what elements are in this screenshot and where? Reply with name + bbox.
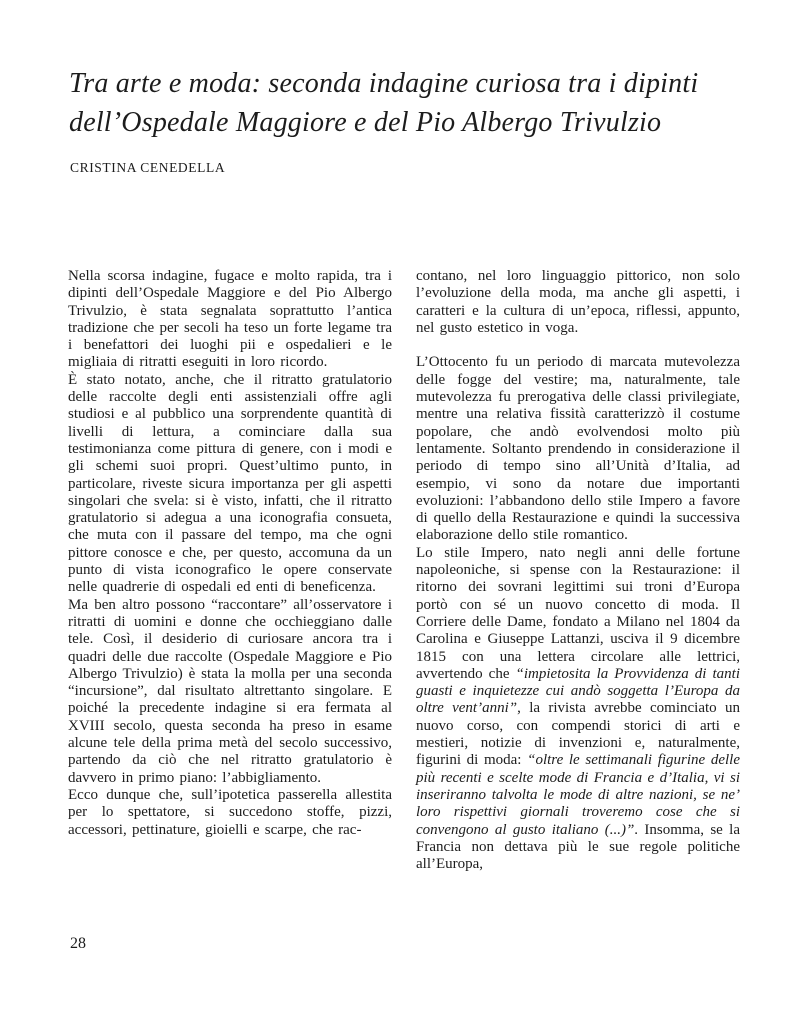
article-title: Tra arte e moda: seconda indagine curiosa tra i dipinti dell’Ospedale Maggiore e del Pio Albergo Trivulzio bbox=[69, 68, 699, 138]
body-text: Ma ben altro possono “raccontare” all’osservatore i ritratti di uomini e donne che occhieggiano dalle tele. Così, il desiderio di curiosare ancora tra i quadri delle due raccolte (Ospedale Maggiore e Pio Albergo Trivulzio) è stata la molla per una seconda “incursione”, dal risultato altrettanto singolare. E poiché la precedente indagine si era fermata al XVIII secolo, questa seconda ha preso in esame alcune tele della prima metà del secolo successivo, partendo da ciò che nel ritratto gratulatorio è davvero in primo piano: l’abbigliamento. bbox=[68, 596, 392, 786]
body-paragraph bbox=[416, 268, 740, 337]
body-text: È stato notato, anche, che il ritratto gratulatorio delle raccolte degli enti assistenziali offre agli studiosi e al pubblico una sorprendente quantità di livelli di lettura, a cominciare dalla sua testimonianza come pittura di genere, con i modi e gli schemi suoi propri. Quest’ultimo punto, in particolare, riveste sicura importanza per gli aspetti singolari che svela: si è visto, infatti, che il ritratto gratulatorio si adegua a una iconografia consueta, che muta con il passare del tempo, ma che ogni pittore conosce e che, per questo, accomuna da un punto di vista iconografico le opere conservate nelle quadrerie di ospedali ed enti di beneficenza. bbox=[68, 371, 392, 596]
page-number: 28 bbox=[70, 935, 86, 952]
body-text: Lo stile Impero, nato negli anni delle fortune napoleoniche, si spense con la Restaurazione: il ritorno dei sovrani legittimi sui troni d’Europa portò con sé un nuovo concetto di moda. Il Corriere delle Dame, fondato a Milano nel 1804 da Carolina e Giuseppe Lattanzi, usciva il 9 dicembre 1815 con una lettera circolare alle lettrici, avvertendo che bbox=[416, 544, 740, 682]
body-text: contano, nel loro linguaggio pittorico, non solo l’evoluzione della moda, ma anche gli aspetti, i caratteri e la cultura di un’epoca, riflessi, appunto, nel gusto estetico in voga. bbox=[416, 268, 740, 336]
body-text: , la rivista avrebbe cominciato un nuovo corso, con compendi storici di arti e mestieri, notizie di invenzioni e, naturalmente, figurini di moda: bbox=[416, 700, 740, 769]
body-paragraph bbox=[68, 787, 392, 839]
right-column bbox=[416, 268, 740, 873]
body-text: . Insomma, se la Francia non dettava più le sue regole politiche all’Europa, bbox=[416, 821, 740, 873]
body-text: Nella scorsa indagine, fugace e molto rapida, tra i dipinti dell’Ospedale Maggiore e del Pio Albergo Trivulzio, è stata segnalata soprattutto l’antica tradizione che per secoli ha teso un forte legame tra i benefattori dei luoghi pii e ospedalieri e le migliaia di ritratti eseguiti in loro ricordo. bbox=[68, 268, 392, 371]
left-column bbox=[68, 268, 392, 873]
body-paragraph bbox=[68, 597, 392, 787]
quoted-italic-text: “oltre le settimanali figurine delle più recenti e scelte mode di Francia e d’Italia, vi si inseriranno talvolta le mode di altre nazioni, se ne’ loro rispettivi giornali troveremo cose che si convengono al gusto italiano (...)” bbox=[416, 752, 740, 838]
paragraph-spacer bbox=[416, 337, 740, 354]
body-text: Ecco dunque che, sull’ipotetica passerella allestita per lo spettatore, si succedono stoffe, pizzi, accessori, pettinature, gioielli e scarpe, che rac- bbox=[68, 786, 392, 838]
body-paragraph bbox=[68, 372, 392, 597]
article-author: CRISTINA CENEDELLA bbox=[70, 160, 226, 175]
quoted-italic-text: “impietosita la Provvidenza di tanti guasti e inquietezze cui andò soggetta l’Europa da oltre vent’anni” bbox=[416, 665, 740, 717]
body-paragraph bbox=[68, 268, 392, 372]
body-text: L’Ottocento fu un periodo di marcata mutevolezza delle fogge del vestire; ma, naturalmente, tale mutevolezza fu prerogativa delle classi privilegiate, mentre una relativa fissità caratterizzò il costume popolare, che andò evolvendosi molto più lentamente. Soltanto prendendo in considerazione il periodo di tempo sino all’Unità d’Italia, ad esempio, vi sono da notare due importanti evoluzioni: l’abbandono dello stile Impero a favore di quello della Restaurazione e quindi la successiva elaborazione dello stile romantico. bbox=[416, 354, 740, 544]
body-paragraph bbox=[416, 545, 740, 874]
body-paragraph bbox=[416, 354, 740, 544]
text-columns bbox=[68, 268, 740, 873]
